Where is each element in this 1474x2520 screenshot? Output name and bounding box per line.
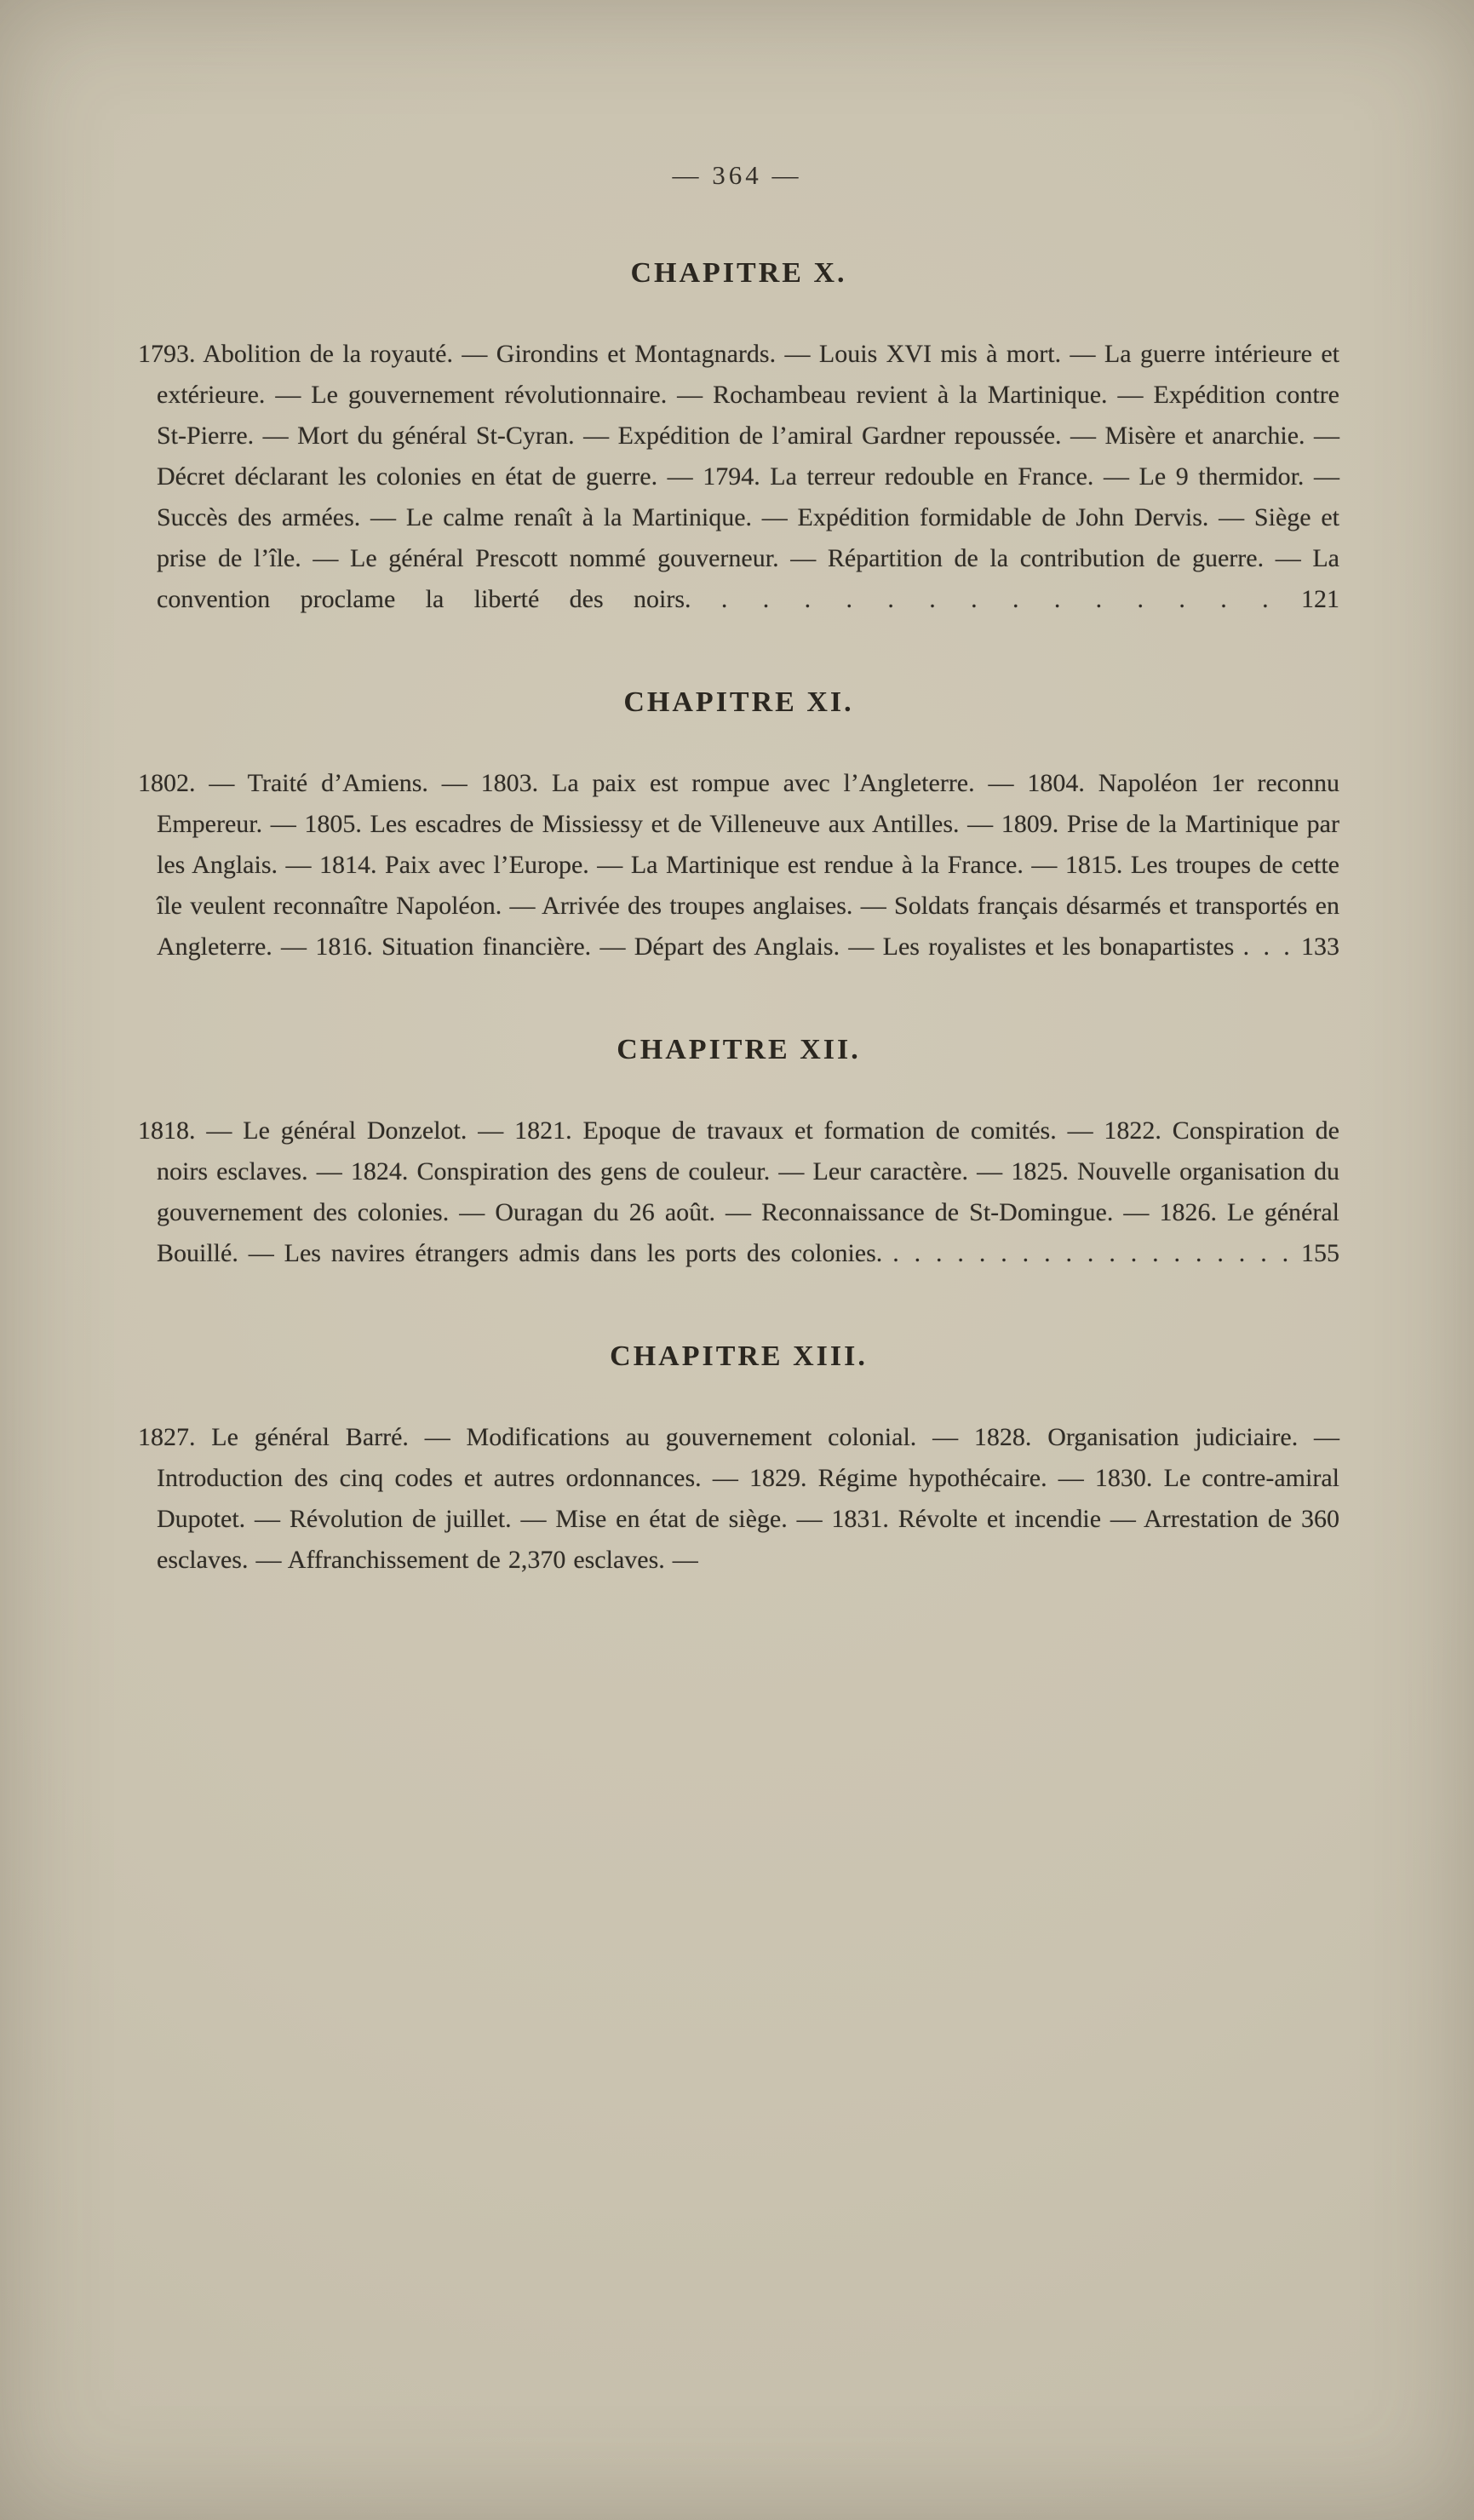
dot-leaders: . . . — [1242, 933, 1293, 961]
chapter-x-entry — [138, 334, 1339, 620]
chapter-x-page-ref: 121 — [1301, 585, 1340, 613]
chapter-xi-summary: 1802. — Traité d’Amiens. — 1803. La paix est rompue avec l’Angleterre. — 1804. Napoléon 1er reconnu Empereur. — 1805. Les escadres de Missiessy et de Villeneuve aux Antilles. — 1809. Prise de la Martinique par les Anglais. — 1814. Paix avec l’Europe. — La Martinique est rendue à la France. — 1815. Les troupes de cette île veulent reconnaître Napoléon. — Arrivée des troupes anglaises. — Soldats français désarmés et transportés en Angleterre. — 1816. Situation financière. — Départ des Anglais. — Les royalistes et les bonapartistes — [138, 769, 1339, 961]
page-folio-number: — 364 — — [672, 160, 802, 190]
chapter-xi-heading: CHAPITRE XI. — [623, 686, 854, 718]
chapter-xii-heading: CHAPITRE XII. — [617, 1034, 861, 1065]
chapter-xi-page-ref: 133 — [1301, 933, 1340, 961]
chapter-xii-page-ref: 155 — [1301, 1239, 1340, 1267]
chapter-x-heading: CHAPITRE X. — [630, 257, 847, 289]
chapter-xii-summary: 1818. — Le général Donzelot. — 1821. Epoque de travaux et formation de comités. — 1822. Conspiration de noirs esclaves. — 1824. Conspiration des gens de couleur. — Leur caractère. — 1825. Nouvelle organisation du gouvernement des colonies. — Ouragan du 26 août. — Reconnaissance de St-Domingue. — 1826. Le général Bouillé. — Les navires étrangers admis dans les ports des colonies. — [138, 1116, 1339, 1267]
chapter-xiii-heading: CHAPITRE XIII. — [610, 1340, 868, 1372]
dot-leaders: . . . . . . . . . . . . . . . . . . . — [892, 1239, 1292, 1267]
chapter-xiii-entry — [138, 1417, 1339, 1581]
chapter-xii-entry — [138, 1111, 1339, 1274]
table-of-contents — [138, 257, 1339, 1581]
chapter-x-summary: 1793. Abolition de la royauté. — Girondins et Montagnards. — Louis XVI mis à mort. — La guerre intérieure et extérieure. — Le gouvernement révolutionnaire. — Rochambeau revient à la Martinique. — Expédition contre St-Pierre. — Mort du général St-Cyran. — Expédition de l’amiral Gardner repoussée. — Misère et anarchie. — Décret déclarant les colonies en état de guerre. — 1794. La terreur redouble en France. — Le 9 thermidor. — Succès des armées. — Le calme renaît à la Martinique. — Expédition formidable de John Dervis. — Siège et prise de l’île. — Le général Prescott nommé gouverneur. — Répartition de la contribution de guerre. — La convention proclame la liberté des noirs. — [138, 340, 1339, 613]
chapter-xi-entry — [138, 763, 1339, 967]
chapter-xiii-summary: 1827. Le général Barré. — Modifications au gouvernement colonial. — 1828. Organisation judiciaire. — Introduction des cinq codes et autres ordonnances. — 1829. Régime hypothécaire. — 1830. Le contre-amiral Dupotet. — Révolution de juillet. — Mise en état de siège. — 1831. Révolte et incendie — Arrestation de 360 esclaves. — Affranchissement de 2,370 esclaves. — — [138, 1423, 1339, 1574]
dot-leaders: . . . . . . . . . . . . . . — [720, 585, 1271, 613]
